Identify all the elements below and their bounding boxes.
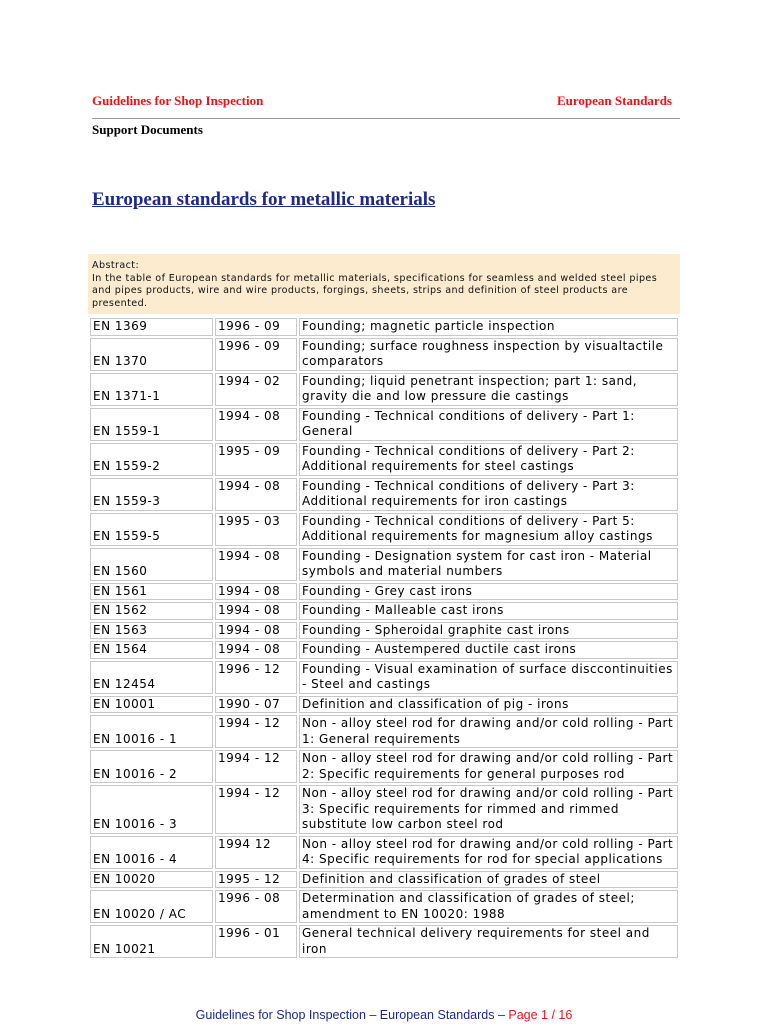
table-row bbox=[90, 661, 678, 694]
table-row bbox=[90, 602, 678, 620]
standard-date-cell: 1995 - 09 bbox=[215, 443, 297, 476]
standard-code-cell: EN 1371-1 bbox=[90, 373, 213, 406]
standard-date-cell: 1995 - 12 bbox=[215, 871, 297, 889]
standard-description-cell: Non - alloy steel rod for drawing and/or cold rolling - Part 2: Specific requirements for general purposes rod bbox=[299, 750, 678, 783]
standard-date-cell: 1994 - 08 bbox=[215, 622, 297, 640]
standard-date-cell: 1994 - 08 bbox=[215, 583, 297, 601]
header-left-title: Guidelines for Shop Inspection bbox=[92, 93, 264, 108]
standard-code-cell: EN 1560 bbox=[90, 548, 213, 581]
standard-code-cell: EN 1369 bbox=[90, 318, 213, 336]
standard-date-cell: 1996 - 08 bbox=[215, 890, 297, 923]
footer-text: Guidelines for Shop Inspection – European Standards – bbox=[195, 1008, 505, 1022]
table-row bbox=[90, 548, 678, 581]
table-row bbox=[90, 785, 678, 834]
table-row bbox=[90, 443, 678, 476]
standard-date-cell: 1996 - 01 bbox=[215, 925, 297, 958]
standard-description-cell: Determination and classification of grades of steel; amendment to EN 10020: 1988 bbox=[299, 890, 678, 923]
table-row bbox=[90, 750, 678, 783]
standard-description-cell: Definition and classification of grades of steel bbox=[299, 871, 678, 889]
header-divider bbox=[92, 118, 680, 119]
standard-description-cell: Non - alloy steel rod for drawing and/or cold rolling - Part 1: General requirements bbox=[299, 715, 678, 748]
standard-description-cell: Definition and classification of pig - irons bbox=[299, 696, 678, 714]
standard-description-cell: Founding; liquid penetrant inspection; part 1: sand, gravity die and low pressure die castings bbox=[299, 373, 678, 406]
standard-description-cell: Founding - Visual examination of surface disccontinuities - Steel and castings bbox=[299, 661, 678, 694]
abstract-box bbox=[88, 254, 680, 314]
table-row bbox=[90, 641, 678, 659]
table-row bbox=[90, 373, 678, 406]
standard-description-cell: Founding - Designation system for cast iron - Material symbols and material numbers bbox=[299, 548, 678, 581]
table-row bbox=[90, 925, 678, 958]
standard-code-cell: EN 10020 / AC bbox=[90, 890, 213, 923]
standard-date-cell: 1994 - 12 bbox=[215, 750, 297, 783]
standard-description-cell: Founding; magnetic particle inspection bbox=[299, 318, 678, 336]
standard-date-cell: 1994 - 08 bbox=[215, 602, 297, 620]
standard-code-cell: EN 10021 bbox=[90, 925, 213, 958]
standard-code-cell: EN 1559-1 bbox=[90, 408, 213, 441]
standard-date-cell: 1996 - 12 bbox=[215, 661, 297, 694]
standard-date-cell: 1994 - 08 bbox=[215, 548, 297, 581]
standard-date-cell: 1994 - 12 bbox=[215, 715, 297, 748]
standard-description-cell: Founding - Spheroidal graphite cast irons bbox=[299, 622, 678, 640]
standard-code-cell: EN 10016 - 2 bbox=[90, 750, 213, 783]
standard-code-cell: EN 1564 bbox=[90, 641, 213, 659]
standard-code-cell: EN 10016 - 4 bbox=[90, 836, 213, 869]
table-row bbox=[90, 890, 678, 923]
header-right-title: European Standards bbox=[557, 93, 672, 108]
standard-code-cell: EN 10020 bbox=[90, 871, 213, 889]
standard-code-cell: EN 10016 - 3 bbox=[90, 785, 213, 834]
standard-code-cell: EN 12454 bbox=[90, 661, 213, 694]
standard-date-cell: 1994 - 08 bbox=[215, 641, 297, 659]
standard-date-cell: 1990 - 07 bbox=[215, 696, 297, 714]
standard-date-cell: 1996 - 09 bbox=[215, 338, 297, 371]
standard-code-cell: EN 10016 - 1 bbox=[90, 715, 213, 748]
standard-code-cell: EN 10001 bbox=[90, 696, 213, 714]
table-row bbox=[90, 318, 678, 336]
standard-description-cell: Founding - Technical conditions of delivery - Part 2: Additional requirements for steel castings bbox=[299, 443, 678, 476]
standard-description-cell: Founding - Malleable cast irons bbox=[299, 602, 678, 620]
standard-date-cell: 1994 12 bbox=[215, 836, 297, 869]
standard-date-cell: 1994 - 08 bbox=[215, 408, 297, 441]
table-row bbox=[90, 696, 678, 714]
standard-code-cell: EN 1562 bbox=[90, 602, 213, 620]
standard-date-cell: 1995 - 03 bbox=[215, 513, 297, 546]
table-row bbox=[90, 836, 678, 869]
table-row bbox=[90, 478, 678, 511]
table-row bbox=[90, 338, 678, 371]
table-row bbox=[90, 513, 678, 546]
standard-date-cell: 1994 - 08 bbox=[215, 478, 297, 511]
page-title: European standards for metallic materials bbox=[92, 189, 436, 210]
standard-code-cell: EN 1559-2 bbox=[90, 443, 213, 476]
table-row bbox=[90, 715, 678, 748]
standard-date-cell: 1994 - 12 bbox=[215, 785, 297, 834]
standard-description-cell: Founding - Technical conditions of delivery - Part 5: Additional requirements for magnesium alloy castings bbox=[299, 513, 678, 546]
table-row bbox=[90, 622, 678, 640]
standard-code-cell: EN 1563 bbox=[90, 622, 213, 640]
standard-code-cell: EN 1561 bbox=[90, 583, 213, 601]
standard-description-cell: General technical delivery requirements for steel and iron bbox=[299, 925, 678, 958]
standards-table-body bbox=[90, 318, 678, 958]
standard-description-cell: Founding - Technical conditions of delivery - Part 3: Additional requirements for iron castings bbox=[299, 478, 678, 511]
table-row bbox=[90, 871, 678, 889]
table-row bbox=[90, 583, 678, 601]
standard-code-cell: EN 1559-3 bbox=[90, 478, 213, 511]
abstract-label: Abstract: bbox=[92, 260, 140, 271]
table-row bbox=[90, 408, 678, 441]
standard-date-cell: 1996 - 09 bbox=[215, 318, 297, 336]
standards-table bbox=[88, 316, 680, 960]
standard-description-cell: Founding - Technical conditions of delivery - Part 1: General bbox=[299, 408, 678, 441]
footer-page-number: Page 1 / 16 bbox=[508, 1008, 573, 1022]
standard-description-cell: Non - alloy steel rod for drawing and/or cold rolling - Part 4: Specific requirements for rod for special applications bbox=[299, 836, 678, 869]
page-footer bbox=[0, 1008, 768, 1022]
standard-description-cell: Founding; surface roughness inspection by visualtactile comparators bbox=[299, 338, 678, 371]
header-subtitle: Support Documents bbox=[92, 122, 203, 137]
standard-code-cell: EN 1559-5 bbox=[90, 513, 213, 546]
standard-code-cell: EN 1370 bbox=[90, 338, 213, 371]
standard-description-cell: Founding - Austempered ductile cast irons bbox=[299, 641, 678, 659]
standard-description-cell: Founding - Grey cast irons bbox=[299, 583, 678, 601]
standard-date-cell: 1994 - 02 bbox=[215, 373, 297, 406]
standard-description-cell: Non - alloy steel rod for drawing and/or cold rolling - Part 3: Specific requirements for rimmed and rimmed substitute low carbon steel rod bbox=[299, 785, 678, 834]
abstract-text: In the table of European standards for metallic materials, specifications for seamless and welded steel pipes and pipes products, wire and wire products, forgings, sheets, strips and definition of steel products are presented. bbox=[92, 272, 658, 309]
